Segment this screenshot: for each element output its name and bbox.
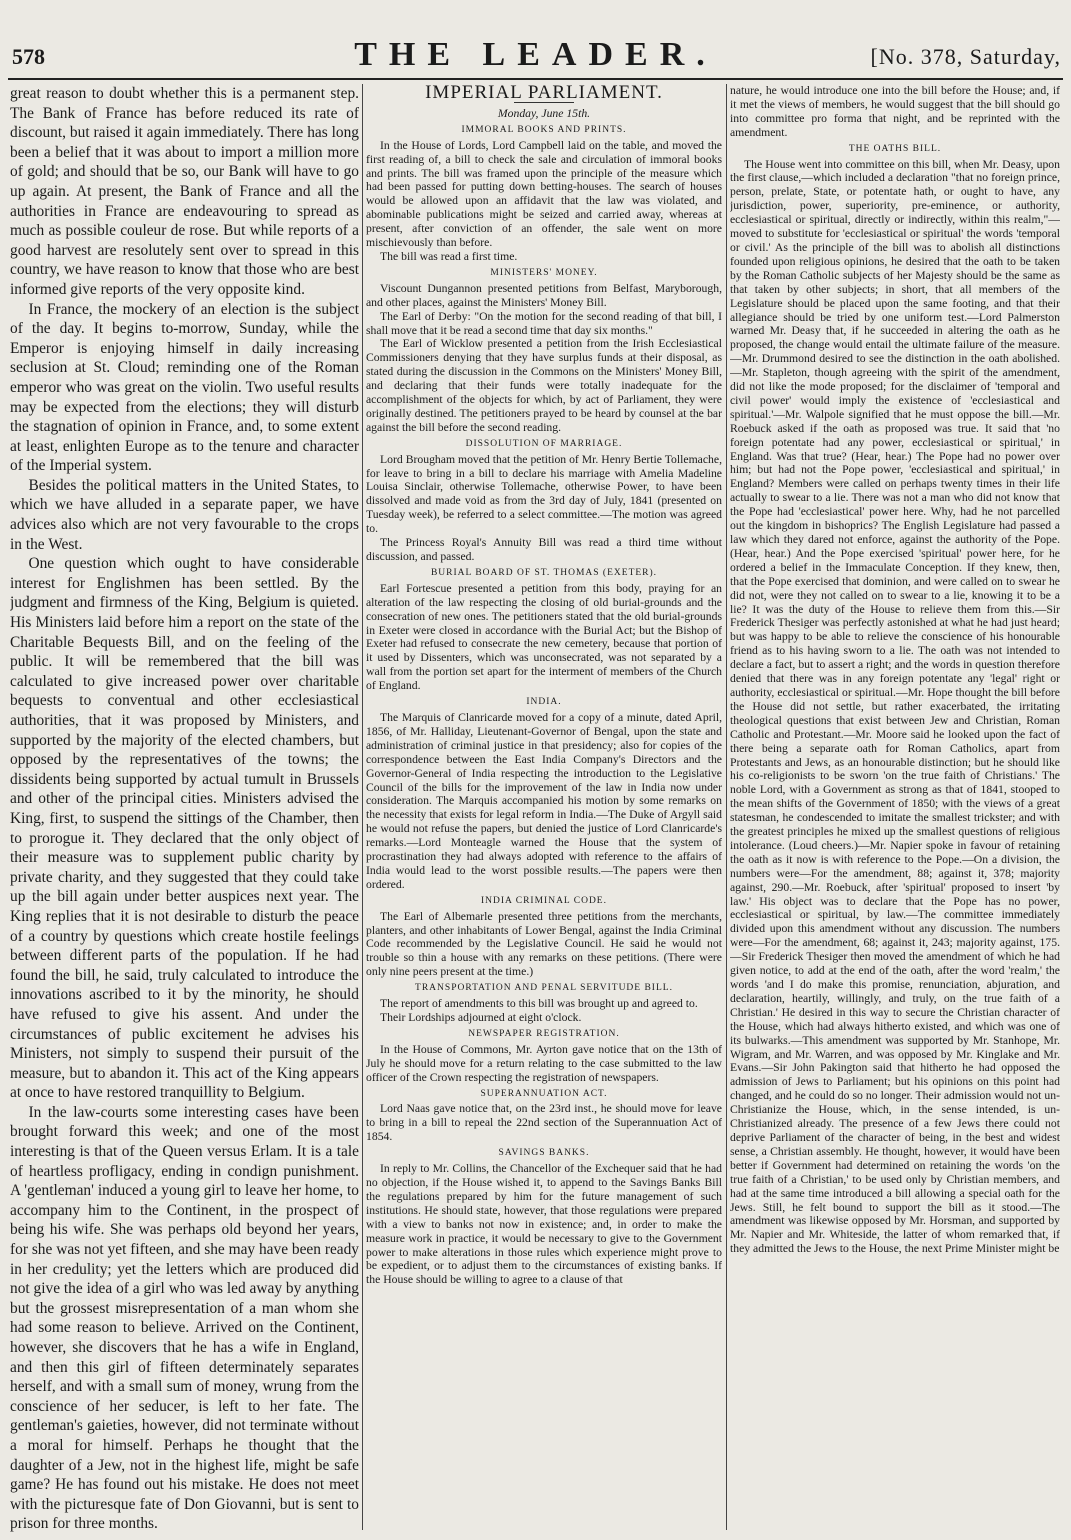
column-3 [730, 84, 1060, 1534]
subheading: TRANSPORTATION AND PENAL SERVITUDE BILL. [415, 983, 673, 994]
column-divider [362, 84, 363, 1530]
subheading: IMMORAL BOOKS AND PRINTS. [461, 124, 627, 135]
subheading: BURIAL BOARD OF ST. THOMAS (EXETER). [430, 567, 658, 578]
paragraph: In the House of Commons, Mr. Ayrton gave notice that on the 13th of July he should move for a return relating to the case submitted to the law officer of the Crown respecting the registration of newspapers. [366, 1042, 722, 1084]
paragraph: Their Lordships adjourned at eight o'clock. [380, 1011, 582, 1024]
paragraph: The bill was read a first time. [380, 249, 518, 263]
paragraph: Besides the political matters in the United States, to which we have alluded in a separate paper, we have advices also which are not very favourable to the crops in the West. [10, 476, 359, 553]
column-2 [366, 84, 722, 1534]
subheading: NEWSPAPER REGISTRATION. [468, 1028, 620, 1039]
paragraph: In reply to Mr. Collins, the Chancellor of the Exchequer said that he had no objection, if the House wished it, to append to the Savings Banks Bill the regulations prepared by him for the future management of such institutions. He should state, however, that those regulations were prepared with a view to banks not now in existence; and, in order to make the measure work in practice, it would be necessary to give to the Government power to make alterations in those rules which experience might prove to be expedient, or to adjust them to the circumstances of existing banks. If the House should be willing to agree to a clause of that [366, 1162, 722, 1287]
paragraph: Lord Brougham moved that the petition of Mr. Henry Bertie Tollemache, for leave to bring in a bill to declare his marriage with Amelia Madeline Louisa Sinclair, otherwise Tollemache, otherwise Power, to have been dissolved and made void as from the 3rd day of July, 1841 (presented on Tuesday week), be referred to a select committee.—The motion was agreed to. [366, 452, 722, 536]
column-divider [726, 84, 727, 1530]
paragraph: Earl Fortescue presented a petition from this body, praying for an alteration of the law respecting the closing of old burial-grounds and the consecration of new ones. The petitioners stated that the old burial-grounds in Exeter were closed in accordance with the Burial Act; but the Bishop of Exeter had refused to consecrate the new cemetery, because that portion of it used by Dissenters, which was unconsecrated, was not separated by a wall from the portion set apart for the interment of members of the Church of England. [366, 581, 722, 693]
paragraph: The Earl of Wicklow presented a petition from the Irish Ecclesiastical Commissioners denying that they have surplus funds at their disposal, as stated during the discussion in the Commons on the Ministers' Money Bill, and declaring that their funds were totally inadequate for the accomplishment of the objects for which, by act of Parliament, they were originally destined. The petitioners prayed to be heard by counsel at the bar against the bill before the second reading. [366, 337, 722, 434]
dateline: Monday, June 15th. [497, 106, 591, 120]
page-number: 578 [12, 44, 45, 69]
paragraph: Viscount Dungannon presented petitions from Belfast, Maryborough, and other places, against the Ministers' Money Bill. [366, 281, 722, 309]
newspaper-title: THE LEADER. [354, 36, 717, 73]
subheading: INDIA. [526, 697, 562, 708]
paragraph: The Princess Royal's Annuity Bill was read a third time without discussion, and passed. [366, 536, 722, 563]
paragraph: In the law-courts some interesting cases have been brought forward this week; and one of the most interesting is that of the Queen versus Erlam. It is a tale of heartless profligacy, ending in condign punishment. A 'gentleman' induced a young girl to leave her home, to accompany him to the Continent, in the prospect of being his wife. She was perhaps old beyond her years, for she was not yet fifteen, and she may have been ready in her credulity; yet the letters which are produced did not give the idea of a girl who was led away by anything but the grossest misrepresentation of a man whom she had some reason to believe. Arrived on the Continent, however, she discovers that he has a wife in England, and then this girl of fifteen determinately separates herself, and with a small sum of money, wrung from the conscience of her seducer, is left to her fate. The gentleman's gaieties, however, did not terminate without a moral for himself. Perhaps he thought that the daughter of a Jew, not in the highest life, might be safe game? He has found out his mistake. He does not meet with the picturesque fate of Don Giovanni, but is sent to prison for three months. [10, 1103, 359, 1533]
subheading: DISSOLUTION OF MARRIAGE. [465, 438, 623, 449]
subheading: MINISTERS' MONEY. [490, 267, 598, 278]
paragraph: The Marquis of Clanricarde moved for a copy of a minute, dated April, 1856, of Mr. Halliday, Lieutenant-Governor of Bengal, upon the state and administration of criminal justice in that presidency; also for copies of the correspondence between the East India Company's Directors and the Governor-General of India respecting the introduction to the Legislative Council of the bills for the improvement of the law in India now under consideration. The Marquis accompanied his motion by some remarks on the necessity that exists for legal reform in India.—The Duke of Argyll said he would not refuse the papers, but denied the justice of Lord Clanricarde's remarks.—Lord Monteagle warned the House that the system of procrastination they had always adopted with reference to the affairs of India would lead to the worst possible results.—The papers were then ordered. [366, 710, 722, 891]
subheading: INDIA CRIMINAL CODE. [481, 895, 607, 906]
paragraph: The House went into committee on this bill, when Mr. Deasy, upon the first clause,—which included a declaration "that no foreign prince, person, prelate, State, or potentate hath, or ought to have, any jurisdiction, power, superiority, pre-eminence, or authority, ecclesiastical or spiritual, directly or indirectly, within this realm,"—moved to substitute for 'ecclesiastical or spiritual' the words 'temporal or civil.' As the principle of the bill was to abolish all distinctions founded upon religious opinions, he desired that the oath to be taken by the Roman Catholic subjects of her Majesty should be the same as that taken by other subjects; in short, that all members of the Legislature should be placed upon the same footing, and that their allegiance should be tried by one uniform test.—Lord Palmerston warned Mr. Deasy that, if he succeeded in altering the oath as he proposed, the change would entail the ultimate failure of the measure.—Mr. Drummond desired to see the distinction in the oath abolished.—Mr. Stapleton, though agreeing with the spirit of the amendment, did not like the mode proposed; for the disclaimer of 'temporal and civil power' would imply the existence of 'ecclesiastical and spiritual.'—Mr. Walpole signified that he must oppose the bill.—Mr. Roebuck asked if the oath as proposed was true. It said that 'no foreign potentate had any power, ecclesiastical or spiritual,' in England. Was that true? (Hear, hear.) The Pope had no power over him; but had not the Pope power, 'ecclesiastical and spiritual,' in England? Members were called on perhaps twenty times in their life actually to swear to a lie. There was not a man who did not know that the Pope had 'ecclesiastical' power here. Why, had he not parcelled out the kingdom in bishoprics? The English Legislature had passed a law which they dared not enforce, against the authority of the Pope. (Hear, hear.) And the Pope exercised 'spiritual' power here, for he ordered a belief in the Immaculate Conception. If they knew, then, that the Pope exercised that dominion, and were called on to swear he did not, were they not called on to swear to a lie, knowing it to be a lie? It was the duty of the House to relieve them from this.—Sir Frederick Thesiger was perfectly astonished at what he had just heard; but was happy to be able to relieve the conscience of his honourable friend as to his having sworn to a lie. The oath was not intended to declare a fact, but to assert a right; and the words in question therefore denied that there was in any foreign potentate any 'legal' right or authority, ecclesiastical or spiritual.—Mr. Hope thought the bill before the House did not settle, but rather exacerbated, the irritating theological questions that exist between Jew and Christian, Roman Catholic and Protestant.—Mr. Moore said he looked upon the fact of there being a separate oath for Roman Catholics, apart from Protestants and Jews, as an honourable distinction; but he should like his co-religionists to be sworn 'on the true faith of Christians.' The noble Lord, with a Government as strong as that of 1841, stooped to the mean shifts of the Government of 1850; with the views of a great statesman, he condescended to imitate the smallest trickster; and with the greatest principles he mixed up the smallest questions of religious intolerance. (Loud cheers.)—Mr. Napier spoke in favour of retaining the oath as it now is with reference to the Pope.—On a division, the numbers were—For the amendment, 88; against it, 378; majority against, 290.—Mr. Roebuck, after 'spiritual' proposed to insert 'by law.' His object was to declare that the Pope has no power, ecclesiastical or spiritual, by law.—The committee immediately divided upon this amendment without any discussion. The numbers were—For the amendment, 68; against it, 243; majority against, 175.—Sir Frederick Thesiger then moved the amendment of which he had given notice, to add at the end of the oath, after the word 'realm,' the words 'and I do make this promise, renunciation, abjuration, and declaration, heartily, willingly, and truly, on the true faith of a Christian.' He desired in this way to secure the Christian character of the House, which had always hitherto existed, and which was one of its bulwarks.—This amendment was supported by Mr. Stanhope, Mr. Wigram, and Mr. Warren, and was opposed by Mr. Kinglake and Mr. Evans.—Sir John Pakington said that hitherto he had opposed the admission of Jews to Parliament; but his opinions on this point had changed, and he could do so no longer. Their admission would not un-Christianize the House, which, in the sense intended, is un-Christianized already. The presence of a few Jews there could not deprive Parliament of the character of being, in the best and widest sense, a Christian assembly. He thought, however, it would have been better if Government had determined on retaining the words 'on the true faith of a Christian,' to be used only by Christian members, and had at the same time introduced a bill allowing a special oath for the Jews. Still, he felt bound to support the bill as it stood.—The amendment was likewise opposed by Mr. Horsman, and supported by Mr. Napier and Mr. Whiteside, the latter of whom remarked that, if they admitted the Jews to the House, the next Prime Minister might be [730, 157, 1060, 1256]
paragraph: The Earl of Derby: "On the motion for the second reading of that bill, I shall move that it be read a second time that day six months." [366, 309, 722, 337]
paragraph: The Earl of Albemarle presented three petitions from the merchants, planters, and other inhabitants of Lower Bengal, against the India Criminal Code recommended by the Legislative Council. He said he would not trouble so thin a house with any remarks on these petitions. (There were only nine peers present at the time.) [366, 909, 722, 979]
subheading: THE OATHS BILL. [848, 143, 942, 154]
column-1 [10, 84, 359, 1534]
paragraph: Lord Naas gave notice that, on the 23rd inst., he should move for leave to bring in a bill to repeal the 22nd section of the Superannuation Act of 1854. [366, 1102, 722, 1144]
subheading: SAVINGS BANKS. [498, 1148, 590, 1159]
masthead [0, 0, 1071, 82]
header-rule [8, 78, 1063, 80]
paragraph: One question which ought to have considerable interest for Englishmen has been settled. By the judgment and firmness of the King, Belgium is quieted. His Ministers laid before him a report on the state of the Charitable Bequests Bill, and on the feeling of the public. It will be remembered that the bill was calculated to give increased power over charitable bequests to conventual and other ecclesiastical authorities, that it was proposed by Ministers, and supported by the majority of the elected chambers, but opposed by the representatives of the towns; the dissidents being supported by actual tumult in Brussels and other of the principal cities. Ministers advised the King, first, to suspend the sittings of the Chamber, then to prorogue it. They declared that the only object of their measure was to supplement public charity by private charity, and they suggested that they could take up the bill again under better auspices next year. The King replies that it is not desirable to disturb the peace of a country by questions which create hostile feelings between different parts of the population. If he had found the bill, he said, truly calculated to introduce the innovations ascribed to it by the minority, he should have refused to give his assent. And under the circumstances of public excitement he advises his Ministers, not simply to suspend their pursuit of the measure, but to abandon it. This act of the King appears at once to have restored tranquillity to Belgium. [10, 555, 359, 1102]
paragraph: The report of amendments to this bill was brought up and agreed to. [380, 997, 698, 1011]
paragraph: In France, the mockery of an election is the subject of the day. It begins to-morrow, Sunday, while the Emperor is enjoying himself in daily increasing seclusion at St. Cloud; reminding one of the Roman emperor who was great on the violin. Two useful results may be expected from the elections; they will disturb the stagnation of opinion in France, and, to some extent at least, enlighten Europe as to the tenure and character of the Imperial system. [10, 300, 359, 475]
paragraph: great reason to doubt whether this is a permanent step. The Bank of France has before reduced its rate of discount, but raised it again immediately. There has long been a belief that it was about to import a million more of gold; and should that be so, our Bank will have to go up again. At present, the Bank of France and all the authorities in France are endeavouring to spread as much as possible couleur de rose. But while reports of a good harvest are resolutely sent over to spread in this country, we have reason to know that those who are best informed give reports of the very opposite kind. [10, 85, 359, 298]
section-title: IMPERIAL PARLIAMENT. [425, 84, 663, 103]
paragraph: nature, he would introduce one into the bill before the House; and, if it met the views of members, he would suggest that the bill should go into committee pro forma that night, and be reprinted with the amendment. [730, 84, 1060, 139]
paragraph: In the House of Lords, Lord Campbell laid on the table, and moved the first reading of, a bill to check the sale and circulation of immoral books and prints. The bill was framed upon the principle of the measure which had been passed for putting down betting-houses. The search of houses would be allowed upon an affidavit that the law was violated, and abominable publications might be seized and carried away, whereas at present, after conviction of an offender, the sale went on more mischievously than before. [366, 138, 722, 250]
subheading: SUPERANNUATION ACT. [480, 1088, 608, 1099]
issue-info: [No. 378, Saturday, [870, 44, 1061, 69]
